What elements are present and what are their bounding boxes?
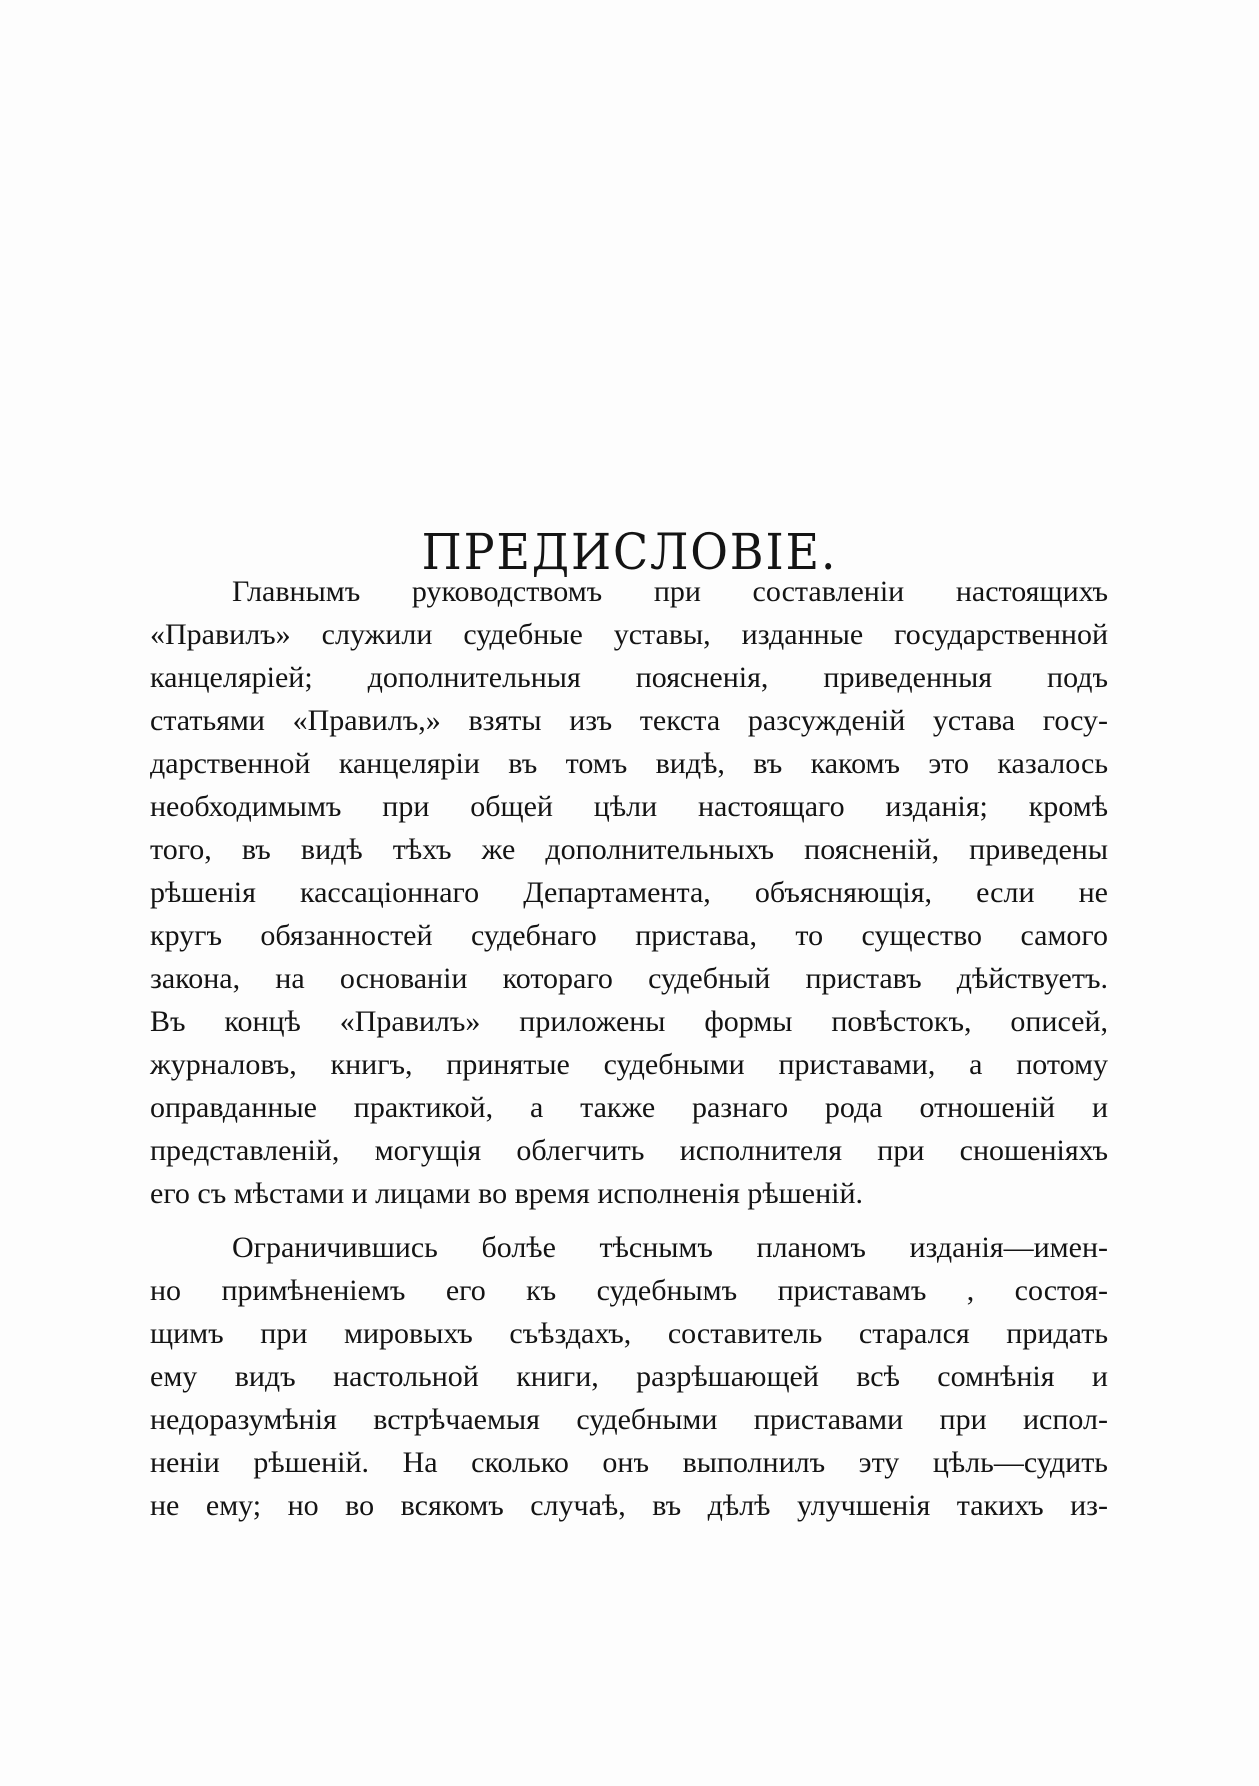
paragraph-1-line-1: Главнымъ руководствомъ при составленіи настоящихъ — [232, 575, 1108, 608]
paragraph-1-line-9: кругъ обязанностей судебнаго пристава, то существо самого — [150, 919, 1108, 952]
paragraph-2-line-2: но примѣненіемъ его къ судебнымъ приставамъ , состоя- — [150, 1274, 1108, 1307]
paragraph-2-line-3: щимъ при мировыхъ съѣздахъ, составитель старался придать — [150, 1317, 1108, 1350]
paragraph-1-line-15: его съ мѣстами и лицами во время исполненія рѣшеній. — [150, 1177, 864, 1210]
paragraph-2-line-1: Ограничившись болѣе тѣснымъ планомъ изданія—имен- — [232, 1231, 1108, 1264]
paragraph-2-line-4: ему видъ настольной книги, разрѣшающей всѣ сомнѣнія и — [150, 1360, 1108, 1393]
paragraph-1-line-2: «Правилъ» служили судебные уставы, изданные государственной — [150, 618, 1108, 651]
paragraph-1-line-14: представленій, могущія облегчить исполнителя при сношеніяхъ — [150, 1134, 1108, 1167]
paragraph-1-line-7: того, въ видѣ тѣхъ же дополнительныхъ поясненій, приведены — [150, 833, 1108, 866]
paragraph-1-line-3: канцеляріей; дополнительныя поясненія, приведенныя подъ — [150, 661, 1108, 694]
paragraph-1-line-8: рѣшенія кассаціоннаго Департамента, объясняющія, если не — [150, 876, 1108, 909]
paragraph-1-line-4: статьями «Правилъ,» взяты изъ текста разсужденій устава госу- — [150, 704, 1108, 737]
page-title: ПРЕДИСЛОВІЕ. — [421, 523, 838, 581]
paragraph-1-line-11: Въ концѣ «Правилъ» приложены формы повѣстокъ, описей, — [150, 1005, 1108, 1038]
paragraph-1-line-10: закона, на основаніи котораго судебный приставъ дѣйствуетъ. — [150, 962, 1108, 995]
paragraph-1-line-5: дарственной канцеляріи въ томъ видѣ, въ какомъ это казалось — [150, 747, 1108, 780]
paragraph-2-line-6: неніи рѣшеній. На сколько онъ выполнилъ эту цѣль—судить — [150, 1446, 1108, 1479]
paragraph-2-line-7: не ему; но во всякомъ случаѣ, въ дѣлѣ улучшенія такихъ из- — [150, 1489, 1108, 1522]
paragraph-1-line-12: журналовъ, книгъ, принятые судебными приставами, а потому — [150, 1048, 1108, 1081]
paragraph-2-line-5: недоразумѣнія встрѣчаемыя судебными приставами при испол- — [150, 1403, 1108, 1436]
paragraph-1-line-13: оправданные практикой, а также разнаго рода отношеній и — [150, 1091, 1108, 1124]
paragraph-1-line-6: необходимымъ при общей цѣли настоящаго изданія; кромѣ — [150, 790, 1108, 823]
